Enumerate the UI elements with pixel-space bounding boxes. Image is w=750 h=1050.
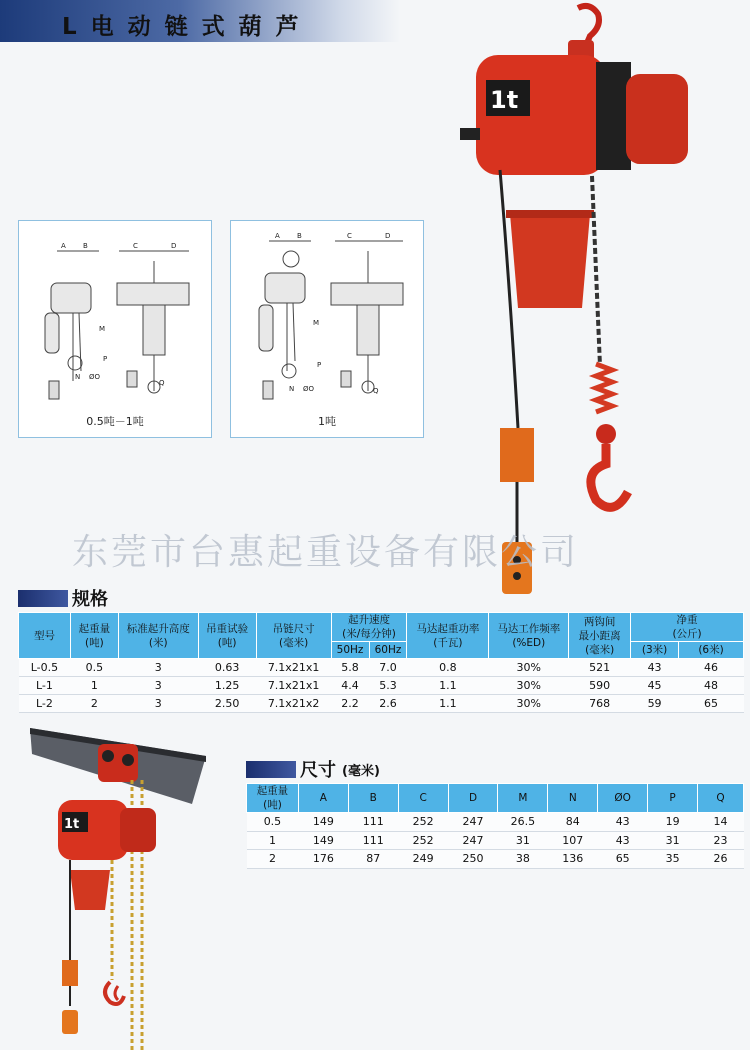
table-cell: 14 xyxy=(698,813,744,832)
table-cell: 65 xyxy=(679,695,744,713)
table-row xyxy=(247,850,744,869)
table-cell: 111 xyxy=(348,831,398,850)
header-text: (千瓦) xyxy=(433,636,463,649)
table-cell: 1.25 xyxy=(198,677,256,695)
table-cell: 1 xyxy=(70,677,118,695)
col-model: 型号 xyxy=(19,613,71,659)
table-cell: 1.1 xyxy=(407,695,489,713)
dim-label: M xyxy=(313,319,320,327)
header-text: 两钩间 xyxy=(583,615,616,628)
col-N: N xyxy=(548,784,598,813)
table-cell: 1 xyxy=(247,831,299,850)
table-cell: 2.50 xyxy=(198,695,256,713)
table-cell: 249 xyxy=(398,850,448,869)
table-cell: 65 xyxy=(598,850,648,869)
table-cell: 111 xyxy=(348,813,398,832)
dim-label: A xyxy=(61,242,66,250)
header-text: 标准起升高度 xyxy=(126,622,190,635)
header-text: 起重量 xyxy=(256,785,289,797)
header-text: 最小距离 xyxy=(578,629,621,642)
col-60hz: 60Hz xyxy=(369,642,407,659)
table-cell: 4.4 xyxy=(331,677,369,695)
col-test-load xyxy=(198,613,256,659)
col-motor-power xyxy=(407,613,489,659)
header-text: (吨) xyxy=(217,636,237,649)
table-cell: 87 xyxy=(348,850,398,869)
diagram-0.5t-1t xyxy=(18,220,212,438)
col-weight-3m: (3米) xyxy=(631,642,679,659)
table-cell: 2.2 xyxy=(331,695,369,713)
table-row xyxy=(19,659,744,677)
table-cell: 26 xyxy=(698,850,744,869)
table-cell: 247 xyxy=(448,813,498,832)
table-cell: 176 xyxy=(298,850,348,869)
table-cell: 26.5 xyxy=(498,813,548,832)
table-cell: 252 xyxy=(398,831,448,850)
table-cell: 48 xyxy=(679,677,744,695)
dim-label: ØO xyxy=(303,385,315,393)
table-cell: 31 xyxy=(498,831,548,850)
specs-heading xyxy=(18,585,108,611)
specs-title: 规格 xyxy=(72,589,108,610)
diagram-caption: 1吨 xyxy=(318,415,336,428)
dimensions-unit: (毫米) xyxy=(342,763,380,779)
table-cell: 136 xyxy=(548,850,598,869)
dim-label: N xyxy=(75,373,81,381)
page-title: L电动链式葫芦 xyxy=(62,14,313,40)
table-cell: 0.5 xyxy=(70,659,118,677)
table-cell: 149 xyxy=(298,831,348,850)
header-text: 起重量 xyxy=(78,622,111,635)
table-cell: 3 xyxy=(118,677,198,695)
header-text: (米) xyxy=(148,636,168,649)
col-O: ØO xyxy=(598,784,648,813)
dim-label: D xyxy=(171,242,177,250)
table-cell: L-2 xyxy=(19,695,71,713)
table-cell: 2.6 xyxy=(369,695,407,713)
table-cell: 2 xyxy=(247,850,299,869)
table-cell: 23 xyxy=(698,831,744,850)
table-cell: 252 xyxy=(398,813,448,832)
table-cell: 19 xyxy=(648,813,698,832)
col-duty-rate xyxy=(489,613,569,659)
capacity-label: 1t xyxy=(64,817,80,832)
table-cell: 768 xyxy=(569,695,631,713)
capacity-label: 1t xyxy=(490,86,519,114)
dimensions-heading xyxy=(246,756,380,782)
table-cell: 2 xyxy=(70,695,118,713)
table-cell: 59 xyxy=(631,695,679,713)
dim-label: B xyxy=(297,232,302,240)
dim-label: C xyxy=(133,242,138,250)
table-cell: 31 xyxy=(648,831,698,850)
dim-label: P xyxy=(103,355,108,363)
header-text: (毫米) xyxy=(278,636,309,649)
company-watermark: 东莞市台惠起重设备有限公司 xyxy=(72,532,580,573)
heading-bar xyxy=(246,761,296,778)
col-50hz: 50Hz xyxy=(331,642,369,659)
table-cell: 7.1x21x1 xyxy=(256,659,331,677)
col-lift-speed xyxy=(331,613,407,642)
table-cell: 7.0 xyxy=(369,659,407,677)
col-lift-height xyxy=(118,613,198,659)
col-capacity xyxy=(247,784,299,813)
table-cell: 149 xyxy=(298,813,348,832)
table-row xyxy=(247,813,744,832)
col-B: B xyxy=(348,784,398,813)
dim-label: Q xyxy=(159,379,165,387)
table-cell: 521 xyxy=(569,659,631,677)
col-capacity xyxy=(70,613,118,659)
dimensions-title: 尺寸 xyxy=(300,760,336,781)
header-text: (米/每分钟) xyxy=(342,628,396,640)
col-C: C xyxy=(398,784,448,813)
table-row xyxy=(247,831,744,850)
table-cell: 30% xyxy=(489,659,569,677)
header-text: 吊链尺寸 xyxy=(272,622,315,635)
dim-label: A xyxy=(275,232,280,240)
table-cell: 84 xyxy=(548,813,598,832)
table-cell: 0.63 xyxy=(198,659,256,677)
table-cell: 43 xyxy=(631,659,679,677)
col-min-distance xyxy=(569,613,631,659)
table-cell: 1.1 xyxy=(407,677,489,695)
table-cell: 3 xyxy=(118,659,198,677)
table-cell: 0.8 xyxy=(407,659,489,677)
table-cell: 7.1x21x2 xyxy=(256,695,331,713)
table-cell: 0.5 xyxy=(247,813,299,832)
header-text: 起升速度 xyxy=(348,614,391,626)
header-text: (毫米) xyxy=(585,643,615,656)
table-cell: 35 xyxy=(648,850,698,869)
table-cell: 38 xyxy=(498,850,548,869)
diagram-1t xyxy=(230,220,424,438)
table-cell: 247 xyxy=(448,831,498,850)
dim-label: Q xyxy=(373,387,379,395)
dim-label: ØO xyxy=(89,373,101,381)
col-Q: Q xyxy=(698,784,744,813)
col-P: P xyxy=(648,784,698,813)
table-cell: 30% xyxy=(489,677,569,695)
dimensions-table xyxy=(246,783,744,869)
table-cell: 45 xyxy=(631,677,679,695)
header-text: (%ED) xyxy=(512,636,546,649)
col-D: D xyxy=(448,784,498,813)
table-cell: 43 xyxy=(598,831,648,850)
table-cell: 590 xyxy=(569,677,631,695)
col-chain-size xyxy=(256,613,331,659)
dim-label: B xyxy=(83,242,88,250)
table-cell: 43 xyxy=(598,813,648,832)
table-cell: L-1 xyxy=(19,677,71,695)
col-A: A xyxy=(298,784,348,813)
heading-bar xyxy=(18,590,68,607)
table-cell: 30% xyxy=(489,695,569,713)
col-weight-6m: (6米) xyxy=(679,642,744,659)
header-text: (吨) xyxy=(85,636,104,649)
specs-table xyxy=(18,612,744,713)
table-cell: 107 xyxy=(548,831,598,850)
table-cell: 250 xyxy=(448,850,498,869)
table-row xyxy=(19,677,744,695)
header-text: 吊重试验 xyxy=(206,622,249,635)
table-cell: L-0.5 xyxy=(19,659,71,677)
table-cell: 3 xyxy=(118,695,198,713)
dim-label: M xyxy=(99,325,106,333)
col-net-weight xyxy=(631,613,744,642)
header-text: 马达工作频率 xyxy=(497,622,561,635)
table-cell: 7.1x21x1 xyxy=(256,677,331,695)
header-text: (吨) xyxy=(263,799,282,811)
header-text: 马达起重功率 xyxy=(416,622,480,635)
dim-label: N xyxy=(289,385,295,393)
dim-label: C xyxy=(347,232,352,240)
col-M: M xyxy=(498,784,548,813)
table-cell: 5.8 xyxy=(331,659,369,677)
header-text: (公斤) xyxy=(672,628,702,640)
table-row xyxy=(19,695,744,713)
dim-label: P xyxy=(317,361,322,369)
diagram-caption: 0.5吨－1吨 xyxy=(86,415,144,428)
dim-label: D xyxy=(385,232,391,240)
header-text: 净重 xyxy=(676,614,698,626)
table-cell: 5.3 xyxy=(369,677,407,695)
table-cell: 46 xyxy=(679,659,744,677)
hoist-diagram-drawing xyxy=(19,221,211,411)
hoist-diagram-drawing xyxy=(231,221,423,411)
